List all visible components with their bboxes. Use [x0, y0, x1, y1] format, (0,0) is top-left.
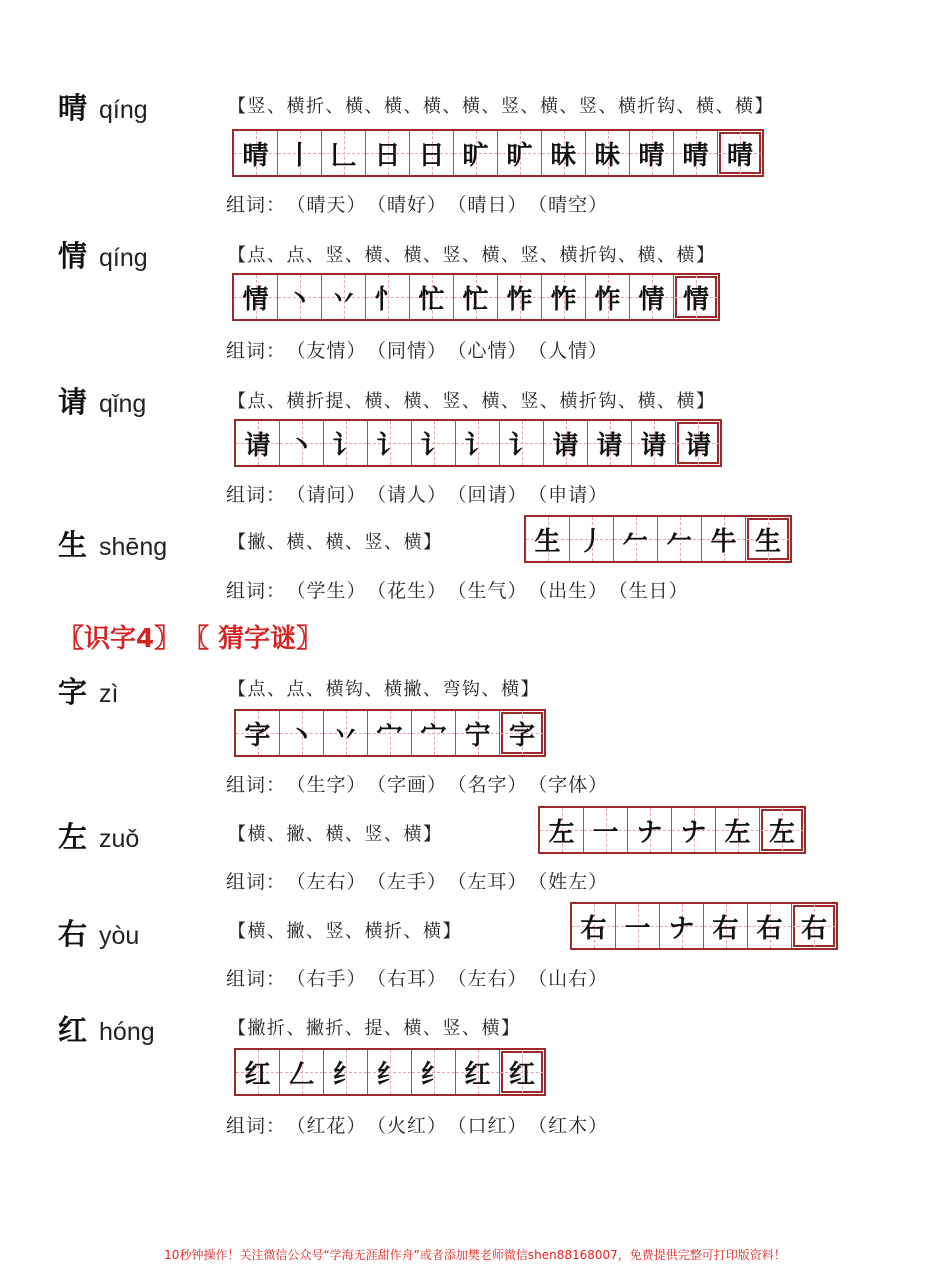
- stroke-step-glyph: 讠: [376, 430, 403, 461]
- stroke-step-glyph: 右: [712, 913, 739, 944]
- word-item: （字体）: [537, 774, 609, 796]
- stroke-step-glyph: 怍: [594, 284, 621, 315]
- word-list: [226, 576, 699, 603]
- stroke-step-glyph: 请: [596, 430, 623, 461]
- stroke-cell-step: [280, 1050, 324, 1094]
- entry-header: [58, 912, 139, 953]
- stroke-order-text: 【竖、横折、横、横、横、横、竖、横、竖、横折钩、横、横】: [228, 96, 774, 117]
- word-list-label: 组词：: [226, 194, 287, 216]
- entry-character: 情: [58, 239, 88, 273]
- entry-character: 字: [58, 675, 88, 709]
- stroke-cell-step: [500, 1050, 544, 1094]
- stroke-step-glyph: 晴: [242, 140, 269, 171]
- entry-pinyin: shēng: [99, 533, 168, 561]
- stroke-step-glyph: 𠃋: [288, 1059, 315, 1090]
- stroke-step-glyph: 宁: [464, 720, 491, 751]
- stroke-cell-step: [366, 131, 410, 175]
- word-list-label: 组词：: [226, 340, 287, 362]
- stroke-order-text: 【点、横折提、横、横、竖、横、竖、横折钩、横、横】: [228, 391, 716, 412]
- word-list: [226, 964, 618, 991]
- word-item: （生气）: [457, 580, 528, 602]
- word-item: （晴空）: [537, 194, 609, 216]
- word-item: （右耳）: [376, 968, 448, 990]
- stroke-cell-step: [324, 711, 368, 755]
- stroke-step-glyph: 丶: [288, 720, 315, 751]
- stroke-cell-step: [412, 421, 456, 465]
- word-list: [226, 867, 618, 894]
- stroke-step-glyph: 字: [244, 720, 271, 751]
- word-item: （出生）: [537, 580, 609, 602]
- stroke-cell-full-character: [236, 1050, 280, 1094]
- entry-character: 请: [58, 385, 88, 419]
- stroke-step-glyph: 忙: [418, 284, 445, 315]
- stroke-grid: [234, 419, 722, 467]
- stroke-step-glyph: 宀: [420, 720, 447, 751]
- stroke-cell-step: [412, 711, 456, 755]
- section-heading: [58, 618, 322, 655]
- stroke-step-glyph: 怍: [506, 284, 533, 315]
- word-item: （同情）: [376, 340, 448, 362]
- word-item: （右手）: [296, 968, 367, 990]
- stroke-step-glyph: 纟: [332, 1059, 359, 1090]
- entry-header: [58, 670, 118, 711]
- stroke-cell-step: [658, 517, 702, 561]
- stroke-step-glyph: 字: [508, 720, 535, 751]
- word-item: （心情）: [457, 340, 528, 362]
- stroke-step-glyph: 丷: [332, 720, 359, 751]
- footer-notice: 10秒钟操作！关注微信公众号“学海无涯甜作舟”或者添加樊老师微信shen88168007，免费提供完整可打印版资料！: [164, 1248, 786, 1262]
- stroke-cell-step: [676, 421, 720, 465]
- stroke-step-glyph: 旷: [506, 140, 533, 171]
- stroke-step-glyph: 牛: [710, 526, 737, 557]
- entry-header: [58, 815, 139, 856]
- section-riddle-label: 〖 猜字谜〗: [196, 624, 323, 654]
- entry-header: [58, 380, 146, 421]
- stroke-step-glyph: 𠂉: [622, 526, 649, 557]
- entry-pinyin: zì: [99, 680, 119, 708]
- word-list: [226, 190, 618, 217]
- word-list-label: 组词：: [226, 1115, 287, 1137]
- stroke-step-glyph: 情: [242, 284, 269, 315]
- stroke-step-glyph: 一: [592, 817, 619, 848]
- stroke-step-glyph: 右: [580, 913, 607, 944]
- word-item: （学生）: [296, 580, 367, 602]
- entry-header: [58, 523, 167, 564]
- stroke-cell-step: [586, 275, 630, 319]
- stroke-cell-full-character: [234, 131, 278, 175]
- word-item: （山右）: [537, 968, 609, 990]
- stroke-cell-step: [322, 131, 366, 175]
- stroke-step-glyph: 生: [534, 526, 561, 557]
- stroke-cell-step: [322, 275, 366, 319]
- stroke-step-glyph: 红: [464, 1059, 491, 1090]
- stroke-grid: [570, 902, 838, 950]
- stroke-cell-step: [616, 904, 660, 948]
- word-list-label: 组词：: [226, 580, 287, 602]
- stroke-cell-step: [412, 1050, 456, 1094]
- stroke-step-glyph: 一: [624, 913, 651, 944]
- stroke-cell-step: [718, 131, 762, 175]
- stroke-cell-step: [456, 421, 500, 465]
- word-item: （请人）: [376, 484, 448, 506]
- stroke-step-glyph: 右: [800, 913, 827, 944]
- stroke-step-glyph: 请: [640, 430, 667, 461]
- stroke-cell-full-character: [236, 421, 280, 465]
- stroke-cell-step: [542, 275, 586, 319]
- stroke-cell-step: [570, 517, 614, 561]
- word-list-label: 组词：: [226, 774, 287, 796]
- word-item: （左手）: [376, 871, 448, 893]
- word-item: （字画）: [376, 774, 448, 796]
- entry-pinyin: yòu: [99, 922, 140, 950]
- stroke-step-glyph: 丶: [288, 430, 315, 461]
- stroke-cell-step: [674, 275, 718, 319]
- stroke-step-glyph: 晴: [726, 140, 753, 171]
- word-item: （红木）: [537, 1115, 609, 1137]
- stroke-step-glyph: 忄: [374, 284, 401, 315]
- stroke-step-glyph: 请: [244, 430, 271, 461]
- stroke-cell-step: [584, 808, 628, 852]
- word-item: （晴日）: [457, 194, 528, 216]
- stroke-order-text: 【横、撇、竖、横折、横】: [228, 921, 462, 942]
- stroke-step-glyph: 丶: [286, 284, 313, 315]
- stroke-step-glyph: 左: [768, 817, 795, 848]
- word-item: （左耳）: [457, 871, 528, 893]
- stroke-cell-step: [454, 131, 498, 175]
- entry-character: 右: [58, 917, 88, 951]
- word-list: [226, 480, 618, 507]
- stroke-step-glyph: 左: [548, 817, 575, 848]
- stroke-step-glyph: 生: [754, 526, 781, 557]
- word-item: （火红）: [376, 1115, 448, 1137]
- stroke-grid: [232, 129, 764, 177]
- stroke-cell-step: [746, 517, 790, 561]
- stroke-cell-step: [368, 421, 412, 465]
- stroke-step-glyph: 左: [724, 817, 751, 848]
- word-item: （口红）: [457, 1115, 528, 1137]
- word-item: （回请）: [457, 484, 528, 506]
- entry-character: 左: [58, 820, 88, 854]
- stroke-step-glyph: 丷: [330, 284, 357, 315]
- entry-header: [58, 86, 148, 127]
- stroke-step-glyph: 忙: [462, 284, 489, 315]
- word-item: （名字）: [457, 774, 528, 796]
- word-item: （生日）: [618, 580, 689, 602]
- entry-pinyin: qíng: [99, 244, 148, 272]
- stroke-cell-step: [628, 808, 672, 852]
- stroke-cell-step: [672, 808, 716, 852]
- stroke-order-text: 【点、点、横钩、横撇、弯钩、横】: [228, 679, 540, 700]
- stroke-cell-step: [630, 275, 674, 319]
- word-list: [226, 336, 618, 363]
- stroke-step-glyph: 情: [638, 284, 665, 315]
- stroke-step-glyph: 请: [552, 430, 579, 461]
- stroke-cell-step: [280, 711, 324, 755]
- entry-pinyin: qǐng: [99, 390, 147, 418]
- word-list-label: 组词：: [226, 871, 287, 893]
- stroke-cell-step: [368, 711, 412, 755]
- stroke-step-glyph: 宀: [376, 720, 403, 751]
- stroke-step-glyph: 昧: [550, 140, 577, 171]
- stroke-step-glyph: 旷: [462, 140, 489, 171]
- stroke-cell-step: [704, 904, 748, 948]
- section-lesson-label: 〖识字4〗: [58, 624, 181, 654]
- entry-pinyin: qíng: [99, 96, 148, 124]
- entry-character: 红: [58, 1013, 88, 1047]
- stroke-cell-full-character: [234, 275, 278, 319]
- word-item: （请问）: [296, 484, 367, 506]
- stroke-order-text: 【撇折、撇折、提、横、竖、横】: [228, 1018, 521, 1039]
- stroke-cell-step: [792, 904, 836, 948]
- stroke-cell-step: [278, 131, 322, 175]
- word-item: （花生）: [376, 580, 448, 602]
- stroke-cell-step: [456, 711, 500, 755]
- stroke-step-glyph: 纟: [420, 1059, 447, 1090]
- stroke-cell-step: [716, 808, 760, 852]
- stroke-cell-step: [748, 904, 792, 948]
- word-item: （晴天）: [296, 194, 367, 216]
- stroke-cell-step: [586, 131, 630, 175]
- entry-character: 生: [58, 528, 88, 562]
- stroke-cell-full-character: [526, 517, 570, 561]
- stroke-step-glyph: 红: [244, 1059, 271, 1090]
- stroke-cell-step: [324, 421, 368, 465]
- stroke-cell-step: [544, 421, 588, 465]
- word-item: （申请）: [537, 484, 609, 506]
- stroke-cell-step: [630, 131, 674, 175]
- stroke-step-glyph: 红: [508, 1059, 535, 1090]
- stroke-step-glyph: 讠: [508, 430, 535, 461]
- stroke-cell-step: [614, 517, 658, 561]
- stroke-step-glyph: 讠: [464, 430, 491, 461]
- stroke-step-glyph: 日: [418, 140, 445, 171]
- stroke-step-glyph: ナ: [668, 913, 695, 944]
- entry-pinyin: zuǒ: [99, 825, 140, 853]
- stroke-step-glyph: 𠂉: [666, 526, 693, 557]
- word-item: （生字）: [296, 774, 367, 796]
- stroke-step-glyph: ナ: [680, 817, 707, 848]
- stroke-step-glyph: 请: [684, 430, 711, 461]
- stroke-cell-full-character: [540, 808, 584, 852]
- stroke-cell-step: [702, 517, 746, 561]
- stroke-step-glyph: 右: [756, 913, 783, 944]
- entry-header: [58, 234, 148, 275]
- stroke-cell-step: [632, 421, 676, 465]
- stroke-step-glyph: 讠: [420, 430, 447, 461]
- stroke-step-glyph: 怍: [550, 284, 577, 315]
- stroke-cell-step: [498, 131, 542, 175]
- stroke-grid: [538, 806, 806, 854]
- stroke-cell-step: [588, 421, 632, 465]
- stroke-cell-step: [498, 275, 542, 319]
- stroke-cell-step: [280, 421, 324, 465]
- stroke-grid: [234, 1048, 546, 1096]
- stroke-cell-full-character: [572, 904, 616, 948]
- stroke-step-glyph: 情: [682, 284, 709, 315]
- stroke-step-glyph: 晴: [682, 140, 709, 171]
- stroke-step-glyph: 丨: [286, 140, 313, 171]
- stroke-cell-step: [410, 131, 454, 175]
- stroke-grid: [234, 709, 546, 757]
- stroke-cell-step: [500, 711, 544, 755]
- stroke-cell-step: [368, 1050, 412, 1094]
- word-item: （人情）: [537, 340, 609, 362]
- stroke-step-glyph: 日: [374, 140, 401, 171]
- stroke-step-glyph: 纟: [376, 1059, 403, 1090]
- stroke-cell-step: [760, 808, 804, 852]
- stroke-cell-step: [674, 131, 718, 175]
- stroke-order-text: 【撇、横、横、竖、横】: [228, 532, 443, 553]
- stroke-grid: [232, 273, 720, 321]
- stroke-cell-step: [456, 1050, 500, 1094]
- word-list: [226, 770, 618, 797]
- word-list: [226, 1111, 618, 1138]
- stroke-step-glyph: 晴: [638, 140, 665, 171]
- word-list-label: 组词：: [226, 968, 287, 990]
- stroke-cell-step: [542, 131, 586, 175]
- entry-character: 晴: [58, 91, 88, 125]
- entry-pinyin: hóng: [99, 1018, 155, 1046]
- stroke-cell-step: [454, 275, 498, 319]
- word-item: （友情）: [296, 340, 367, 362]
- stroke-cell-step: [278, 275, 322, 319]
- stroke-cell-step: [410, 275, 454, 319]
- word-item: （左右）: [296, 871, 367, 893]
- stroke-order-text: 【横、撇、横、竖、横】: [228, 824, 443, 845]
- word-item: （左右）: [457, 968, 528, 990]
- stroke-cell-step: [366, 275, 410, 319]
- stroke-step-glyph: 昧: [594, 140, 621, 171]
- word-item: （红花）: [296, 1115, 367, 1137]
- stroke-order-text: 【点、点、竖、横、横、竖、横、竖、横折钩、横、横】: [228, 245, 716, 266]
- stroke-step-glyph: 讠: [332, 430, 359, 461]
- word-list-label: 组词：: [226, 484, 287, 506]
- word-item: （姓左）: [537, 871, 609, 893]
- stroke-step-glyph: 丿: [578, 526, 605, 557]
- stroke-step-glyph: 𠃊: [330, 140, 357, 171]
- stroke-step-glyph: ナ: [636, 817, 663, 848]
- stroke-cell-full-character: [236, 711, 280, 755]
- entry-header: [58, 1008, 155, 1049]
- stroke-grid: [524, 515, 792, 563]
- word-item: （晴好）: [376, 194, 448, 216]
- stroke-cell-step: [324, 1050, 368, 1094]
- stroke-cell-step: [500, 421, 544, 465]
- stroke-cell-step: [660, 904, 704, 948]
